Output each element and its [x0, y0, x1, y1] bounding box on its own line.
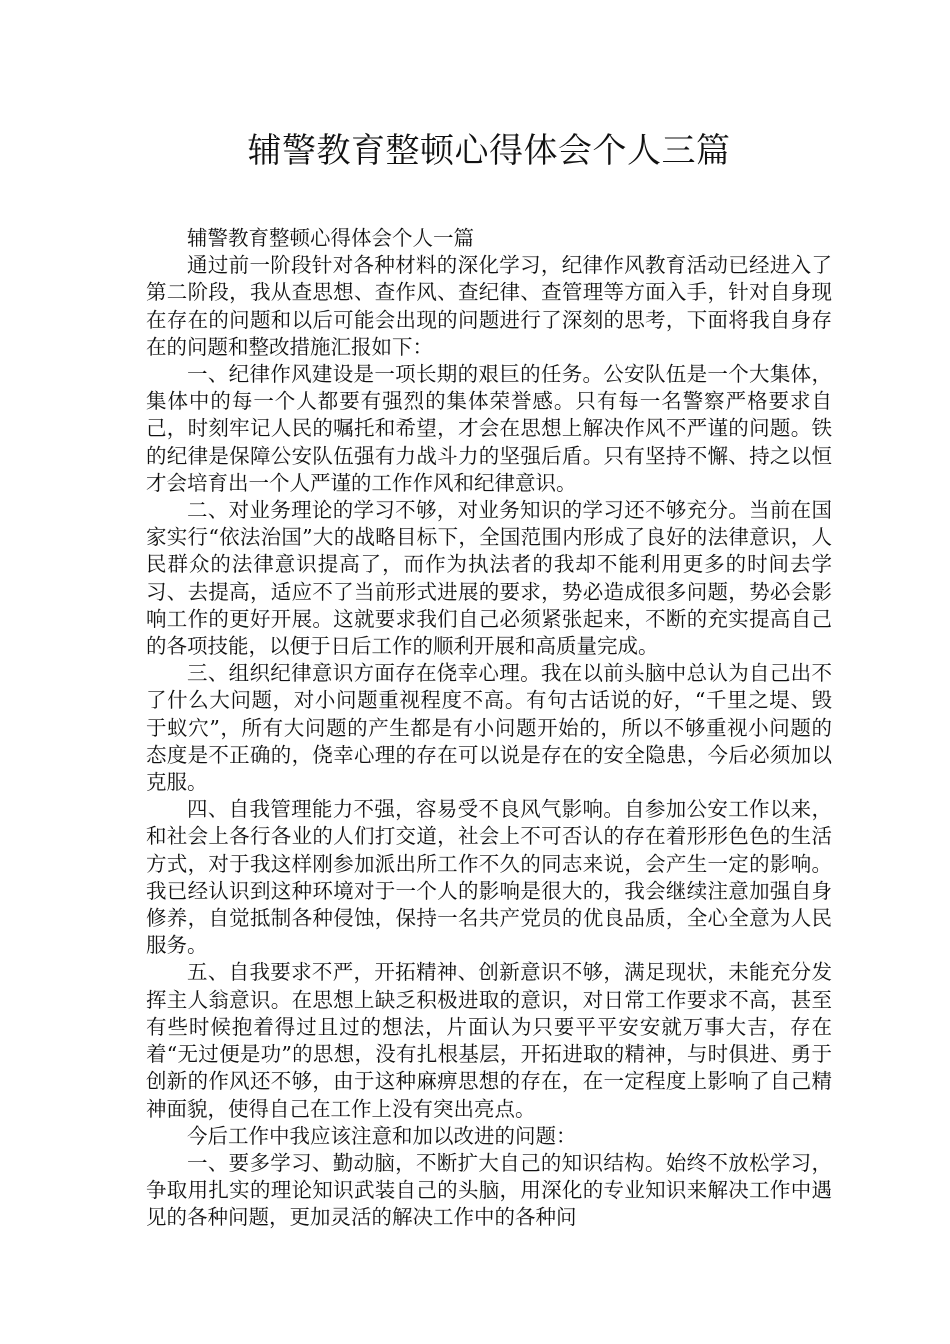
document-body: [146, 225, 832, 1232]
paragraph-improvement-1: 一、要多学习、勤动脑，不断扩大自己的知识结构。始终不放松学习，争取用扎实的理论知识武装自己的头脑，用深化的专业知识来解决工作中遇见的各种问题，更加灵活的解决工作中的各种问: [146, 1150, 832, 1230]
document-title: 辅警教育整顿心得体会个人三篇: [247, 131, 731, 171]
paragraph-point-1: 一、纪律作风建设是一项长期的艰巨的任务。公安队伍是一个大集体，集体中的每一个人都要有强烈的集体荣誉感。只有每一名警察严格要求自己，时刻牢记人民的嘱托和希望，才会在思想上解决作风不严谨的问题。铁的纪律是保障公安队伍强有力战斗力的坚强后盾。只有坚持不懈、持之以恒才会培育出一个人严谨的工作作风和纪律意识。: [146, 362, 832, 495]
paragraph-point-4: 四、自我管理能力不强，容易受不良风气影响。自参加公安工作以来，和社会上各行各业的人们打交道，社会上不可否认的存在着形形色色的生活方式，对于我这样刚参加派出所工作不久的同志来说，会产生一定的影响。我已经认识到这种环境对于一个人的影响是很大的，我会继续注意加强自身修养，自觉抵制各种侵蚀，保持一名共产党员的优良品质，全心全意为人民服务。: [146, 797, 832, 958]
paragraph-point-5: 五、自我要求不严，开拓精神、创新意识不够，满足现状，未能充分发挥主人翁意识。在思想上缺乏积极进取的意识，对日常工作要求不高，甚至有些时候抱着得过且过的想法，片面认为只要平平安安就万事大吉，存在着“无过便是功”的思想，没有扎根基层，开拓进取的精神，与时俱进、勇于创新的作风还不够，由于这种麻痹思想的存在，在一定程度上影响了自己精神面貌，使得自己在工作上没有突出亮点。: [146, 960, 832, 1121]
paragraph-point-3: 三、组织纪律意识方面存在侥幸心理。我在以前头脑中总认为自己出不了什么大问题，对小问题重视程度不高。有句古话说的好，“千里之堤、毁于蚁穴”，所有大问题的产生都是有小问题开始的，所以不够重视小问题的态度是不正确的，侥幸心理的存在可以说是存在的安全隐患，今后必须加以克服。: [146, 661, 832, 795]
section-heading: 辅警教育整顿心得体会个人一篇: [187, 226, 474, 250]
paragraph-improvement-heading: 今后工作中我应该注意和加以改进的问题：: [187, 1123, 577, 1148]
paragraph-point-2: 二、对业务理论的学习不够，对业务知识的学习还不够充分。当前在国家实行“依法治国”大的战略目标下，全国范围内形成了良好的法律意识，人民群众的法律意识提高了，而作为执法者的我却不能利用更多的时间去学习、去提高，适应不了当前形式进展的要求，势必造成很多问题，势必会影响工作的更好开展。这就要求我们自己必须紧张起来，不断的充实提高自己的各项技能，以便于日后工作的顺利开展和高质量完成。: [146, 498, 832, 659]
paragraph-intro: 通过前一阶段针对各种材料的深化学习，纪律作风教育活动已经进入了第二阶段，我从查思想、查作风、查纪律、查管理等方面入手，针对自身现在存在的问题和以后可能会出现的问题进行了深刻的思考，下面将我自身存在的问题和整改措施汇报如下：: [146, 253, 832, 359]
